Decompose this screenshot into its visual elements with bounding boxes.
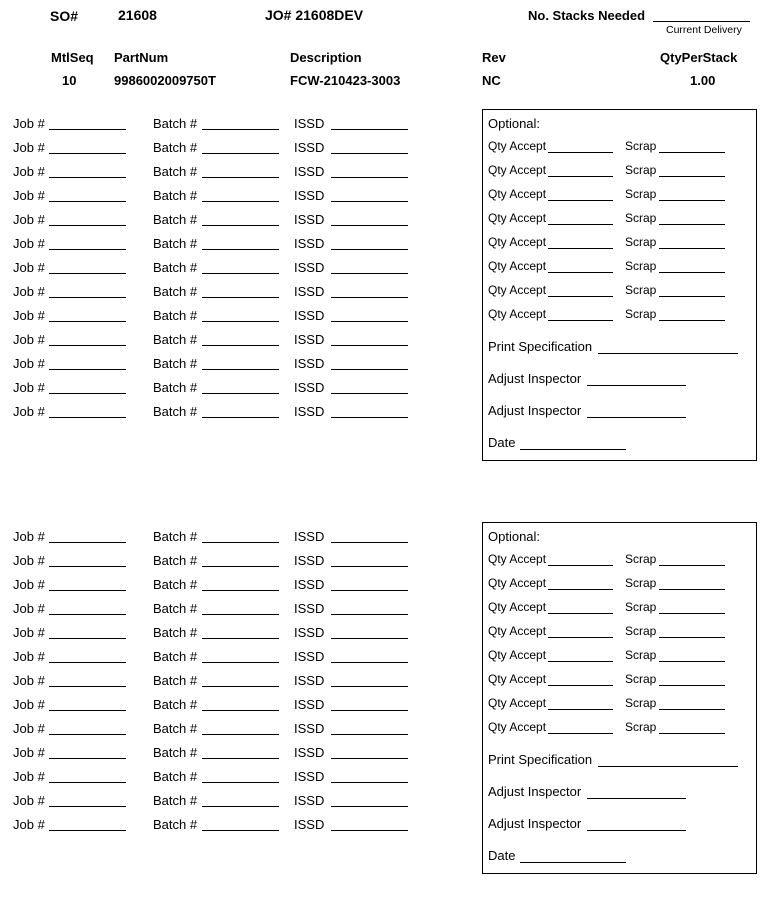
job-label: Job # [13, 745, 45, 760]
col-mtlseq: MtlSeq [51, 50, 94, 65]
qty-accept-field[interactable] [548, 661, 613, 662]
issd-label: ISSD [294, 164, 325, 179]
batch-label: Batch # [153, 769, 198, 784]
batch-field[interactable] [202, 273, 279, 274]
issd-label: ISSD [294, 284, 325, 299]
scrap-label: Scrap [625, 211, 657, 225]
qty-accept-field[interactable] [548, 565, 613, 566]
batch-field[interactable] [202, 686, 279, 687]
scrap-field[interactable] [659, 200, 725, 201]
batch-label: Batch # [153, 332, 198, 347]
col-rev: Rev [482, 50, 506, 65]
scrap-label: Scrap [625, 139, 657, 153]
batch-label: Batch # [153, 284, 198, 299]
issd-field[interactable] [331, 393, 408, 394]
scrap-label: Scrap [625, 235, 657, 249]
job-field[interactable] [49, 590, 126, 591]
job-field[interactable] [49, 417, 126, 418]
issd-label: ISSD [294, 236, 325, 251]
batch-field[interactable] [202, 201, 279, 202]
scrap-field[interactable] [659, 176, 725, 177]
batch-label: Batch # [153, 817, 198, 832]
date-field[interactable] [520, 862, 626, 863]
batch-label: Batch # [153, 625, 198, 640]
scrap-field[interactable] [659, 733, 725, 734]
qty-accept-field[interactable] [548, 637, 613, 638]
job-label: Job # [13, 236, 45, 251]
scrap-field[interactable] [659, 565, 725, 566]
batch-label: Batch # [153, 577, 198, 592]
scrap-field[interactable] [659, 272, 725, 273]
issd-label: ISSD [294, 721, 325, 736]
item-mtlseq: 10 [62, 73, 77, 88]
optional-title: Optional: [488, 116, 541, 131]
job-label: Job # [13, 212, 45, 227]
scrap-field[interactable] [659, 661, 725, 662]
qty-accept-label: Qty Accept [488, 648, 547, 662]
scrap-field[interactable] [659, 637, 725, 638]
issd-field[interactable] [331, 345, 408, 346]
batch-field[interactable] [202, 417, 279, 418]
job-label: Job # [13, 817, 45, 832]
job-field[interactable] [49, 566, 126, 567]
print-spec-field[interactable] [598, 766, 738, 767]
batch-label: Batch # [153, 380, 198, 395]
batch-field[interactable] [202, 153, 279, 154]
issd-label: ISSD [294, 529, 325, 544]
issd-label: ISSD [294, 601, 325, 616]
job-label: Job # [13, 625, 45, 640]
batch-field[interactable] [202, 710, 279, 711]
scrap-label: Scrap [625, 600, 657, 614]
date-label: Date [488, 435, 516, 450]
issd-field[interactable] [331, 201, 408, 202]
issd-field[interactable] [331, 590, 408, 591]
batch-label: Batch # [153, 188, 198, 203]
job-field[interactable] [49, 734, 126, 735]
job-label: Job # [13, 601, 45, 616]
job-field[interactable] [49, 129, 126, 130]
print-spec-field[interactable] [598, 353, 738, 354]
issd-field[interactable] [331, 542, 408, 543]
job-label: Job # [13, 721, 45, 736]
batch-field[interactable] [202, 393, 279, 394]
issd-field[interactable] [331, 638, 408, 639]
batch-label: Batch # [153, 673, 198, 688]
scrap-field[interactable] [659, 613, 725, 614]
item-qtyperstack: 1.00 [690, 73, 716, 88]
issd-label: ISSD [294, 260, 325, 275]
job-label: Job # [13, 116, 45, 131]
qty-accept-field[interactable] [548, 248, 613, 249]
issd-label: ISSD [294, 625, 325, 640]
job-field[interactable] [49, 225, 126, 226]
job-field[interactable] [49, 369, 126, 370]
issd-label: ISSD [294, 332, 325, 347]
col-qtyperstack: QtyPerStack [660, 50, 738, 65]
batch-field[interactable] [202, 662, 279, 663]
qty-accept-field[interactable] [548, 613, 613, 614]
issd-field[interactable] [331, 830, 408, 831]
optional-title: Optional: [488, 529, 541, 544]
batch-field[interactable] [202, 297, 279, 298]
scrap-field[interactable] [659, 320, 725, 321]
job-field[interactable] [49, 273, 126, 274]
batch-label: Batch # [153, 649, 198, 664]
issd-field[interactable] [331, 566, 408, 567]
batch-field[interactable] [202, 734, 279, 735]
job-label: Job # [13, 577, 45, 592]
qty-accept-label: Qty Accept [488, 576, 547, 590]
issd-label: ISSD [294, 649, 325, 664]
issd-label: ISSD [294, 188, 325, 203]
qty-accept-label: Qty Accept [488, 672, 547, 686]
scrap-field[interactable] [659, 709, 725, 710]
job-field[interactable] [49, 614, 126, 615]
job-label: Job # [13, 308, 45, 323]
job-label: Job # [13, 769, 45, 784]
batch-label: Batch # [153, 164, 198, 179]
batch-label: Batch # [153, 721, 198, 736]
issd-label: ISSD [294, 793, 325, 808]
qty-accept-label: Qty Accept [488, 283, 547, 297]
batch-field[interactable] [202, 542, 279, 543]
job-field[interactable] [49, 321, 126, 322]
job-field[interactable] [49, 758, 126, 759]
issd-label: ISSD [294, 404, 325, 419]
job-field[interactable] [49, 297, 126, 298]
job-label: Job # [13, 164, 45, 179]
scrap-label: Scrap [625, 648, 657, 662]
job-label: Job # [13, 140, 45, 155]
qty-accept-label: Qty Accept [488, 307, 547, 321]
qty-accept-label: Qty Accept [488, 187, 547, 201]
item-partnum: 9986002009750T [114, 73, 216, 88]
qty-accept-field[interactable] [548, 685, 613, 686]
job-label: Job # [13, 188, 45, 203]
qty-accept-label: Qty Accept [488, 259, 547, 273]
issd-field[interactable] [331, 710, 408, 711]
issd-label: ISSD [294, 577, 325, 592]
item-description: FCW-210423-3003 [290, 73, 401, 88]
batch-label: Batch # [153, 745, 198, 760]
print-spec-label: Print Specification [488, 339, 593, 354]
issd-field[interactable] [331, 273, 408, 274]
job-label: Job # [13, 260, 45, 275]
job-label: Job # [13, 380, 45, 395]
scrap-field[interactable] [659, 248, 725, 249]
date-field[interactable] [520, 449, 626, 450]
job-field[interactable] [49, 782, 126, 783]
job-field[interactable] [49, 153, 126, 154]
issd-field[interactable] [331, 662, 408, 663]
adjust-inspector-label: Adjust Inspector [488, 816, 582, 831]
issd-field[interactable] [331, 806, 408, 807]
qty-accept-label: Qty Accept [488, 696, 547, 710]
batch-field[interactable] [202, 249, 279, 250]
job-field[interactable] [49, 201, 126, 202]
qty-accept-label: Qty Accept [488, 211, 547, 225]
qty-accept-field[interactable] [548, 296, 613, 297]
so-label: SO# [50, 8, 79, 24]
batch-label: Batch # [153, 140, 198, 155]
optional-box-2 [482, 522, 757, 874]
batch-label: Batch # [153, 697, 198, 712]
adjust-inspector-label: Adjust Inspector [488, 371, 582, 386]
qty-accept-field[interactable] [548, 176, 613, 177]
batch-label: Batch # [153, 601, 198, 616]
qty-accept-field[interactable] [548, 224, 613, 225]
issd-label: ISSD [294, 769, 325, 784]
batch-label: Batch # [153, 308, 198, 323]
issd-field[interactable] [331, 297, 408, 298]
issd-label: ISSD [294, 356, 325, 371]
scrap-label: Scrap [625, 720, 657, 734]
print-spec-label: Print Specification [488, 752, 593, 767]
batch-field[interactable] [202, 225, 279, 226]
job-field[interactable] [49, 345, 126, 346]
job-label: Job # [13, 793, 45, 808]
qty-accept-label: Qty Accept [488, 624, 547, 638]
job-field[interactable] [49, 806, 126, 807]
adjust-inspector-label: Adjust Inspector [488, 403, 582, 418]
issd-field[interactable] [331, 758, 408, 759]
issd-label: ISSD [294, 116, 325, 131]
qty-accept-field[interactable] [548, 709, 613, 710]
batch-label: Batch # [153, 529, 198, 544]
job-label: Job # [13, 697, 45, 712]
qty-accept-field[interactable] [548, 589, 613, 590]
job-field[interactable] [49, 830, 126, 831]
col-partnum: PartNum [114, 50, 169, 65]
adjust-inspector-field[interactable] [587, 385, 686, 386]
current-delivery-label: Current Delivery [666, 24, 742, 36]
stacks-needed-label: No. Stacks Needed [528, 8, 646, 23]
qty-accept-field[interactable] [548, 320, 613, 321]
issd-field[interactable] [331, 321, 408, 322]
scrap-label: Scrap [625, 624, 657, 638]
issd-label: ISSD [294, 140, 325, 155]
job-label: Job # [13, 284, 45, 299]
qty-accept-label: Qty Accept [488, 552, 547, 566]
qty-accept-field[interactable] [548, 200, 613, 201]
job-field[interactable] [49, 638, 126, 639]
optional-box-1 [482, 109, 757, 461]
scrap-field[interactable] [659, 296, 725, 297]
qty-accept-field[interactable] [548, 152, 613, 153]
issd-label: ISSD [294, 817, 325, 832]
issd-field[interactable] [331, 614, 408, 615]
issd-field[interactable] [331, 686, 408, 687]
scrap-label: Scrap [625, 696, 657, 710]
scrap-field[interactable] [659, 152, 725, 153]
stacks-needed-field[interactable] [653, 21, 750, 22]
date-label: Date [488, 848, 516, 863]
batch-field[interactable] [202, 345, 279, 346]
issd-label: ISSD [294, 380, 325, 395]
qty-accept-label: Qty Accept [488, 235, 547, 249]
batch-label: Batch # [153, 116, 198, 131]
issd-field[interactable] [331, 177, 408, 178]
batch-label: Batch # [153, 356, 198, 371]
issd-field[interactable] [331, 153, 408, 154]
adjust-inspector-label: Adjust Inspector [488, 784, 582, 799]
so-number: 21608 [118, 7, 157, 23]
issd-field[interactable] [331, 249, 408, 250]
batch-field[interactable] [202, 782, 279, 783]
issd-field[interactable] [331, 369, 408, 370]
qty-accept-field[interactable] [548, 272, 613, 273]
jo-number: JO# 21608DEV [265, 7, 364, 23]
job-label: Job # [13, 673, 45, 688]
scrap-label: Scrap [625, 259, 657, 273]
job-field[interactable] [49, 177, 126, 178]
batch-label: Batch # [153, 260, 198, 275]
batch-field[interactable] [202, 177, 279, 178]
job-label: Job # [13, 332, 45, 347]
col-description: Description [290, 50, 362, 65]
scrap-label: Scrap [625, 552, 657, 566]
batch-field[interactable] [202, 369, 279, 370]
job-label: Job # [13, 356, 45, 371]
job-field[interactable] [49, 393, 126, 394]
job-label: Job # [13, 553, 45, 568]
batch-field[interactable] [202, 566, 279, 567]
scrap-field[interactable] [659, 685, 725, 686]
job-field[interactable] [49, 710, 126, 711]
batch-field[interactable] [202, 830, 279, 831]
issd-field[interactable] [331, 417, 408, 418]
batch-label: Batch # [153, 793, 198, 808]
item-rev: NC [482, 73, 501, 88]
scrap-label: Scrap [625, 283, 657, 297]
qty-accept-label: Qty Accept [488, 139, 547, 153]
job-field[interactable] [49, 249, 126, 250]
scrap-label: Scrap [625, 576, 657, 590]
adjust-inspector-field[interactable] [587, 417, 686, 418]
issd-label: ISSD [294, 697, 325, 712]
scrap-label: Scrap [625, 307, 657, 321]
issd-label: ISSD [294, 745, 325, 760]
batch-label: Batch # [153, 236, 198, 251]
job-label: Job # [13, 404, 45, 419]
qty-accept-label: Qty Accept [488, 600, 547, 614]
issd-label: ISSD [294, 553, 325, 568]
job-label: Job # [13, 529, 45, 544]
adjust-inspector-field[interactable] [587, 830, 686, 831]
batch-field[interactable] [202, 129, 279, 130]
batch-field[interactable] [202, 806, 279, 807]
issd-field[interactable] [331, 782, 408, 783]
issd-field[interactable] [331, 129, 408, 130]
issd-field[interactable] [331, 225, 408, 226]
scrap-field[interactable] [659, 589, 725, 590]
job-label: Job # [13, 649, 45, 664]
issd-label: ISSD [294, 212, 325, 227]
issd-field[interactable] [331, 734, 408, 735]
scrap-label: Scrap [625, 672, 657, 686]
adjust-inspector-field[interactable] [587, 798, 686, 799]
issd-label: ISSD [294, 673, 325, 688]
scrap-label: Scrap [625, 163, 657, 177]
batch-field[interactable] [202, 590, 279, 591]
batch-label: Batch # [153, 553, 198, 568]
batch-label: Batch # [153, 212, 198, 227]
job-field[interactable] [49, 542, 126, 543]
issd-label: ISSD [294, 308, 325, 323]
batch-field[interactable] [202, 638, 279, 639]
qty-accept-field[interactable] [548, 733, 613, 734]
qty-accept-label: Qty Accept [488, 163, 547, 177]
qty-accept-label: Qty Accept [488, 720, 547, 734]
job-field[interactable] [49, 662, 126, 663]
batch-field[interactable] [202, 321, 279, 322]
scrap-field[interactable] [659, 224, 725, 225]
batch-field[interactable] [202, 614, 279, 615]
batch-label: Batch # [153, 404, 198, 419]
batch-field[interactable] [202, 758, 279, 759]
scrap-label: Scrap [625, 187, 657, 201]
job-field[interactable] [49, 686, 126, 687]
